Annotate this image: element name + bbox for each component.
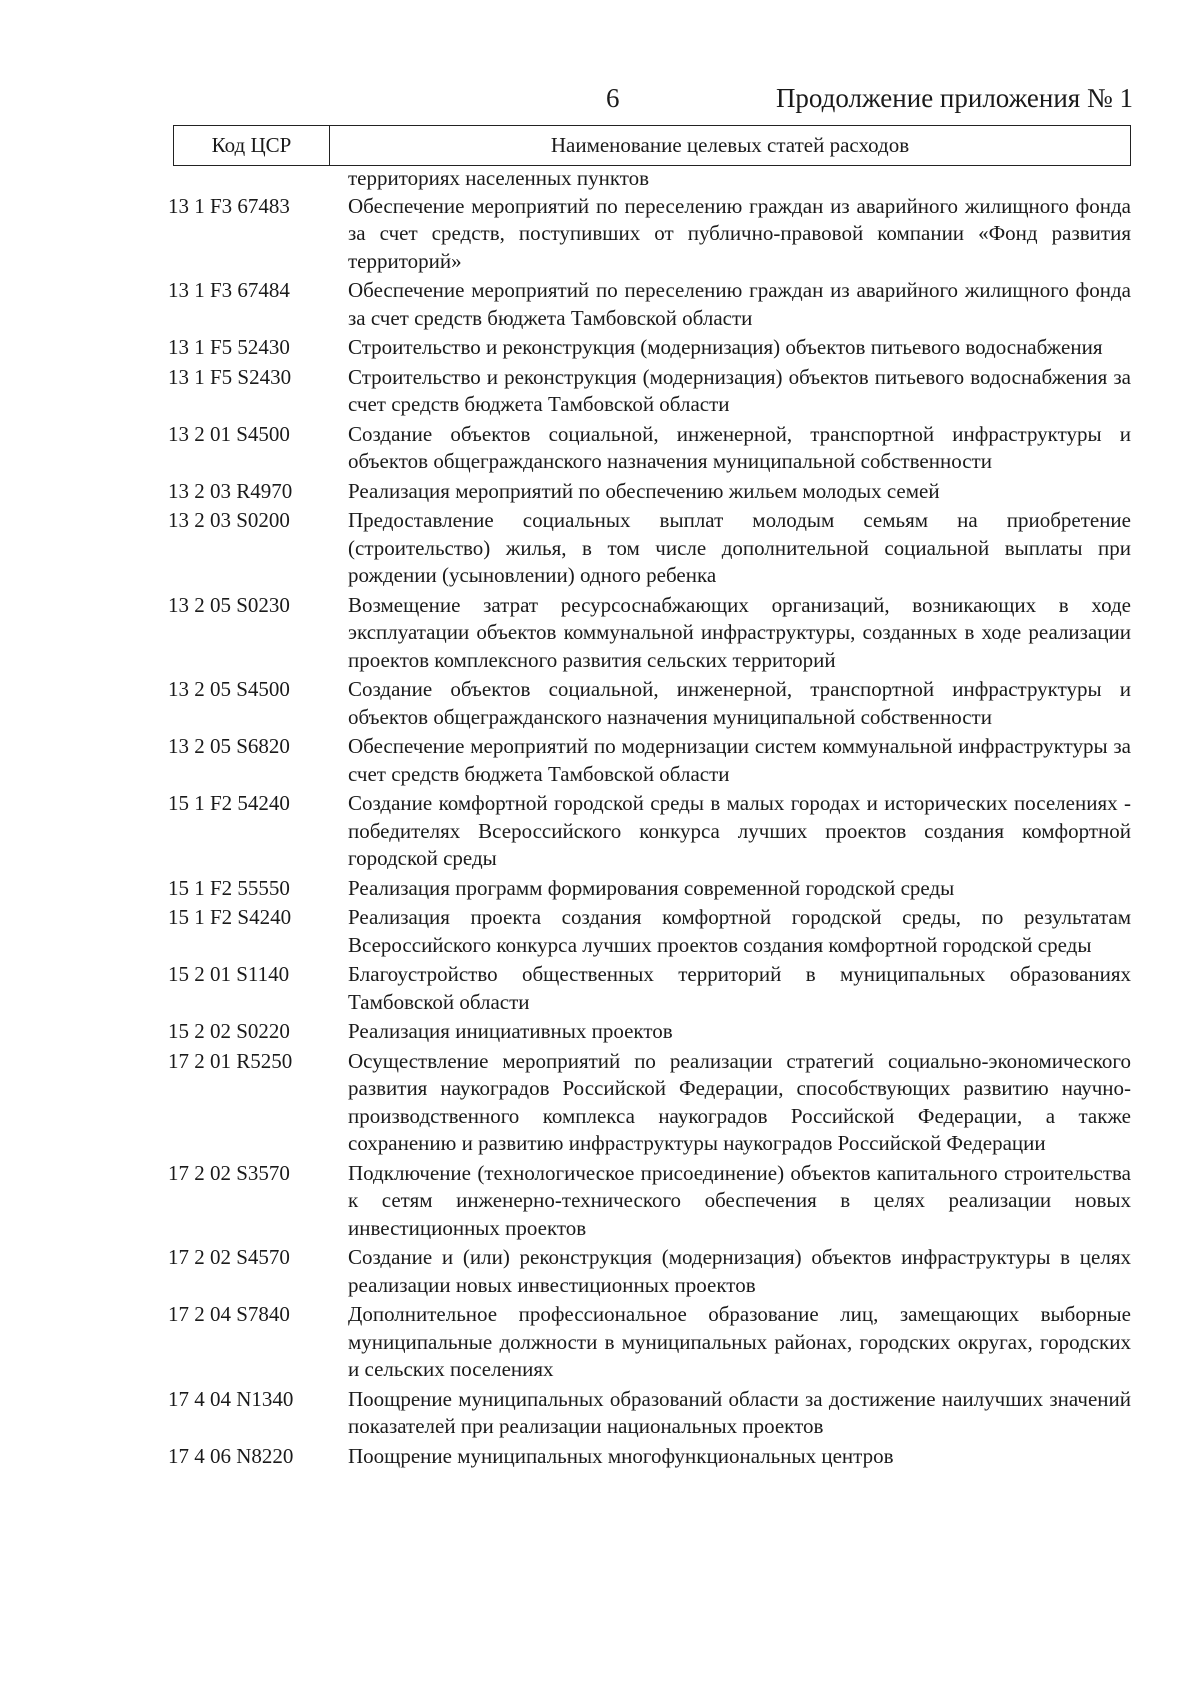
row-code: 13 2 05 S0230 xyxy=(168,592,290,617)
row-code: 13 2 01 S4500 xyxy=(168,421,290,446)
table-row xyxy=(168,507,1131,590)
row-description: Реализация программ формирования современной городской среды xyxy=(348,875,955,900)
row-description: Благоустройство общественных территорий в муниципальных образованиях Тамбовской области xyxy=(348,962,1131,1014)
row-code: 13 1 F3 67483 xyxy=(168,193,290,218)
table-row xyxy=(168,1244,1131,1299)
row-code: 17 2 02 S4570 xyxy=(168,1245,290,1269)
row-description: Реализация проекта создания комфортной городской среды, по результатам Всероссийского конкурса лучших проектов создания комфортной городской среды xyxy=(348,905,1131,957)
row-code: 17 2 04 S7840 xyxy=(168,1302,290,1326)
row-code: 13 1 F5 52430 xyxy=(168,335,290,359)
row-code: 13 1 F3 67484 xyxy=(168,278,290,302)
row-code: 15 1 F2 55550 xyxy=(168,875,290,900)
table-row xyxy=(168,1443,1131,1471)
table-row xyxy=(168,277,1131,332)
row-description: Предоставление социальных выплат молодым семьям на приобретение (строительство) жилья, в том числе дополнительной социальной выплаты при рождении (усыновлении) одного ребенка xyxy=(348,508,1131,587)
row-description: Создание и (или) реконструкция (модернизация) объектов инфраструктуры в целях реализации новых инвестиционных проектов xyxy=(348,1245,1131,1297)
table-row xyxy=(168,1386,1131,1441)
row-code: 17 2 02 S3570 xyxy=(168,1160,290,1185)
table-row xyxy=(168,421,1131,476)
page-number: 6 xyxy=(606,83,620,113)
table-row xyxy=(168,193,1131,276)
row-code: 17 4 04 N1340 xyxy=(168,1386,294,1411)
row-code: 15 1 F2 S4240 xyxy=(168,905,292,929)
table-row xyxy=(168,364,1131,419)
row-description: Дополнительное профессиональное образование лиц, замещающих выборные муниципальные должности в муниципальных районах, городских округах, городских и сельских поселениях xyxy=(348,1302,1131,1381)
table-row xyxy=(168,676,1131,731)
row-code: 13 2 05 S4500 xyxy=(168,677,290,701)
table-row xyxy=(168,334,1131,362)
row-description: Обеспечение мероприятий по переселению граждан из аварийного жилищного фонда за счет средств бюджета Тамбовской области xyxy=(348,278,1131,330)
table-body xyxy=(168,165,1131,1472)
row-description: Реализация мероприятий по обеспечению жильем молодых семей xyxy=(348,478,940,503)
row-code: 15 2 01 S1140 xyxy=(168,962,290,986)
row-description: Создание объектов социальной, инженерной, транспортной инфраструктуры и объектов общегражданского назначения муниципальной собственности xyxy=(348,677,1131,729)
row-code: 15 2 02 S0220 xyxy=(168,1019,290,1043)
table-row xyxy=(168,961,1131,1016)
column-header-code: Код ЦСР xyxy=(174,126,330,165)
row-code: 13 1 F5 S2430 xyxy=(168,364,292,389)
row-description: Строительство и реконструкция (модернизация) объектов питьевого водоснабжения за счет средств бюджета Тамбовской области xyxy=(348,364,1131,416)
row-description: Реализация инициативных проектов xyxy=(348,1019,673,1043)
table-row xyxy=(168,1160,1131,1243)
row-description: Создание объектов социальной, инженерной, транспортной инфраструктуры и объектов общегражданского назначения муниципальной собственности xyxy=(348,421,1131,473)
row-description: Обеспечение мероприятий по модернизации систем коммунальной инфраструктуры за счет средств бюджета Тамбовской области xyxy=(348,734,1131,786)
row-description: Поощрение муниципальных образований области за достижение наилучших значений показателей при реализации национальных проектов xyxy=(348,1386,1131,1438)
table-row xyxy=(168,733,1131,788)
row-code: 13 2 03 S0200 xyxy=(168,508,290,532)
row-description: Строительство и реконструкция (модернизация) объектов питьевого водоснабжения xyxy=(348,335,1103,359)
table-row xyxy=(168,904,1131,959)
row-description: Осуществление мероприятий по реализации стратегий социально-экономического развития наукоградов Российской Федерации, способствующих развитию научно-производственного комплекса наукоградов Российской Федерации, а также сохранению и развитию инфраструктуры наукоградов Российской Федерации xyxy=(348,1048,1131,1155)
table-row xyxy=(168,1018,1131,1046)
row-code: 17 2 01 R5250 xyxy=(168,1048,293,1073)
row-description: Создание комфортной городской среды в малых городах и исторических поселениях - победителях Всероссийского конкурса лучших проектов создания комфортной городской среды xyxy=(348,791,1131,870)
continuation-text: территориях населенных пунктов xyxy=(348,166,650,190)
row-description: Подключение (технологическое присоединение) объектов капитального строительства к сетям инженерно-технического обеспечения в целях реализации новых инвестиционных проектов xyxy=(348,1160,1131,1240)
row-code: 15 1 F2 54240 xyxy=(168,791,290,815)
row-code: 13 2 03 R4970 xyxy=(168,478,293,503)
row-description: Поощрение муниципальных многофункциональных центров xyxy=(348,1443,894,1468)
row-description: Возмещение затрат ресурсоснабжающих организаций, возникающих в ходе эксплуатации объектов коммунальной инфраструктуры, созданных в ходе реализации проектов комплексного развития сельских территорий xyxy=(348,592,1131,672)
row-code: 13 2 05 S6820 xyxy=(168,734,290,758)
column-header-name: Наименование целевых статей расходов xyxy=(550,133,910,157)
continuation-title: Продолжение приложения № 1 xyxy=(775,83,1133,113)
row-code: 17 4 06 N8220 xyxy=(168,1443,294,1468)
table-row xyxy=(168,478,1131,506)
row-description: Обеспечение мероприятий по переселению граждан из аварийного жилищного фонда за счет средств, поступивших от публично-правовой компании «Фонд развития территорий» xyxy=(348,193,1131,273)
table-row xyxy=(168,875,1131,903)
table-row xyxy=(168,790,1131,873)
table-row xyxy=(168,1048,1131,1158)
table-row xyxy=(168,1301,1131,1384)
table-row xyxy=(168,592,1131,675)
table-header xyxy=(173,125,1131,166)
